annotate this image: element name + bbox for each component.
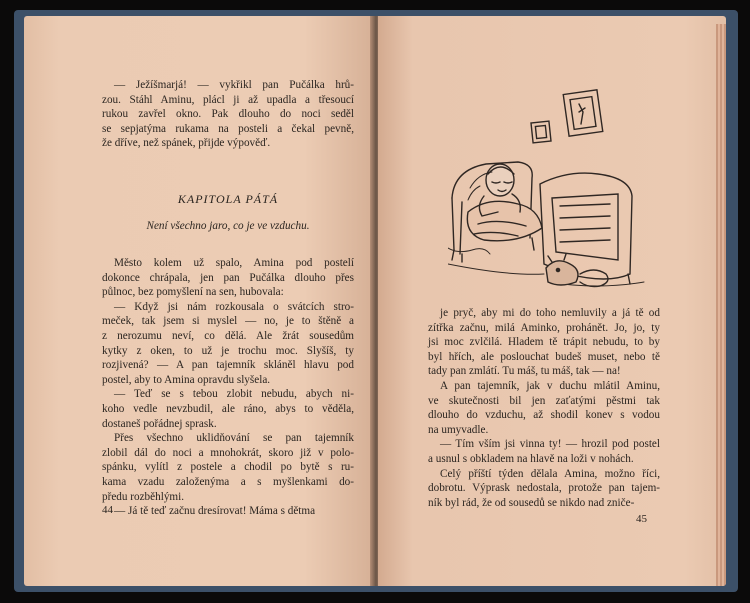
paragraph bbox=[428, 306, 660, 379]
text-line: A pan tajemník, jak v duchu mlátil Aminu, bbox=[440, 379, 660, 392]
text-line: — Když jsi nám rozkousala o svátcích stro- bbox=[114, 300, 354, 313]
paragraph bbox=[102, 504, 354, 519]
right-body-text bbox=[428, 306, 660, 510]
text-line: Město kolem už spalo, Amina pod postelí bbox=[114, 257, 354, 269]
paragraph bbox=[428, 379, 660, 437]
text-line: zou. Stáhl Aminu, plácl ji až upadla a třesoucí bbox=[102, 93, 354, 106]
text-line: meček, tak jsem si myslel — no, je to štěně a bbox=[102, 315, 354, 328]
text-line: — Tím vším jsi vinna ty! — hrozil pod postel bbox=[440, 438, 660, 451]
text-line: zítřka začnu, milá Aminko, prohánět. Jo, jo, ty bbox=[428, 321, 660, 334]
text-line: a usnul s obkladem na hlavě na loži v nohách. bbox=[428, 452, 634, 465]
left-body-text bbox=[102, 256, 354, 519]
text-line: dostaneš pořádnej sprask. bbox=[102, 417, 217, 430]
text-line: kytky z oken, to už je trochu moc. Slyšíš, ty bbox=[102, 344, 354, 357]
text-line: je pryč, aby mi do toho nemluvily a já tě od bbox=[440, 307, 660, 319]
text-line: kama vzadu založenýma a s myšlenkami do- bbox=[102, 475, 354, 488]
text-line: rozjivená? — A pan tajemník skláněl hlavu pod bbox=[102, 359, 354, 372]
open-book bbox=[14, 10, 738, 592]
text-line: že dříve, než spánek, přijde výpověď. bbox=[102, 137, 271, 150]
paragraph bbox=[102, 387, 354, 431]
chapter-subtitle: Není všechno jaro, co je ve vzduchu. bbox=[146, 220, 310, 232]
text-line: spánku, vylítl z postele a chodil po bytě s ru- bbox=[102, 461, 354, 474]
text-line: Přes všechno uklidňování se pan tajemník bbox=[114, 432, 354, 445]
text-line: ník byl rád, že od sousedů se nikdo nad zniče- bbox=[428, 496, 635, 509]
page-number-left: 44 bbox=[102, 504, 113, 516]
text-line: — Teď se s tebou zlobit nebudu, abych ni- bbox=[114, 388, 354, 401]
page-number-right: 45 bbox=[636, 513, 647, 525]
text-line: tady pan zmlátí. Tu máš, tu máš, tak — na! bbox=[428, 365, 621, 378]
text-line: předu rozběhlými. bbox=[102, 490, 185, 503]
left-page bbox=[24, 16, 374, 586]
text-line: postel, aby to Amina opravdu slyšela. bbox=[102, 373, 271, 386]
text-line: půlnoc, bez pomyšlení na sen, hubovala: bbox=[102, 286, 284, 299]
text-line: dlouho do vzduchu, až shodil konev s vodou bbox=[428, 409, 660, 422]
top-paragraph bbox=[102, 78, 354, 151]
text-line: — Ježíšmarjá! — vykřikl pan Pučálka hrů- bbox=[114, 79, 354, 91]
text-line: dokonce chrápala, jen pan Pučálka dlouho přes bbox=[102, 271, 354, 284]
paragraph bbox=[428, 437, 660, 466]
paragraph bbox=[102, 256, 354, 300]
text-line: na umyvadle. bbox=[428, 423, 489, 436]
text-line: z nerozumu neví, co dělá. Ale žrát sousedům bbox=[102, 329, 354, 342]
bed-illustration bbox=[448, 78, 648, 298]
text-line: rukou zavřel okno. Pak dlouho do noci seděl bbox=[102, 108, 354, 121]
paragraph bbox=[102, 431, 354, 504]
text-line: Celý příští týden dělala Amina, možno říci, bbox=[440, 467, 660, 480]
text-line: byl hřích, ale poslouchat budeš muset, nebo tě bbox=[428, 350, 660, 363]
text-line: koho vedle nevzbudil, ale ráno, abys to věděla, bbox=[102, 402, 354, 415]
text-line: dobrotu. Výprask nedostala, protože pan tajem- bbox=[428, 482, 660, 495]
text-line: ve skutečnosti bil jen zaťatými pěstmi tak bbox=[428, 394, 660, 407]
paragraph bbox=[102, 300, 354, 388]
text-line: zlobil dál do noci a mnohokrát, skoro již v polo- bbox=[102, 446, 354, 459]
text-line: se sepjatýma rukama na posteli a čekal pevně, bbox=[102, 122, 354, 135]
page-edges bbox=[716, 24, 726, 586]
right-page bbox=[378, 16, 726, 586]
text-line: — Já tě teď začnu dresírovat! Máma s dětma bbox=[114, 505, 316, 518]
chapter-title: KAPITOLA PÁTÁ bbox=[177, 192, 279, 206]
paragraph bbox=[428, 467, 660, 511]
text-line: jsi moc zvlčilá. Hladem tě trápit nebudu, to by bbox=[428, 336, 660, 349]
